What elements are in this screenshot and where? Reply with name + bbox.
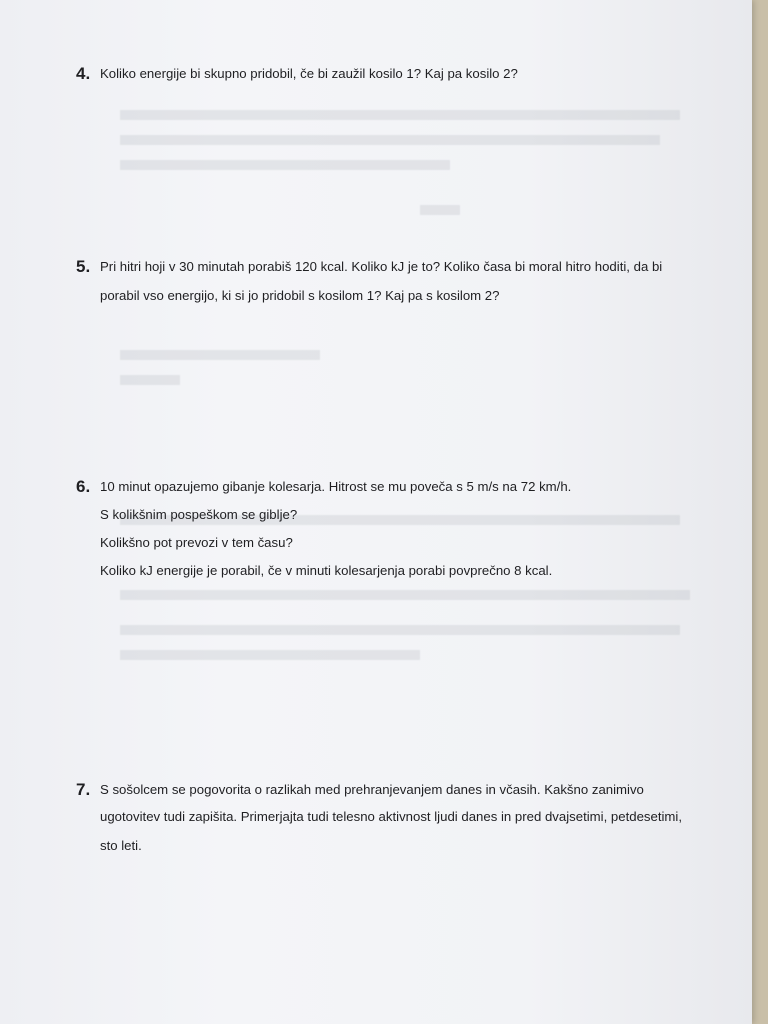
question-text-line: ugotovitev tudi zapišita. Primerjajta tudi telesno aktivnost ljudi danes in pred dvajsetimi, petdesetimi, <box>100 809 683 824</box>
question-text-line: 10 minut opazujemo gibanje kolesarja. Hitrost se mu poveča s 5 m/s na 72 km/h. <box>100 479 572 494</box>
bleed-through-mark <box>120 135 660 145</box>
question-text-line: Pri hitri hoji v 30 minutah porabiš 120 kcal. Koliko kJ je to? Koliko časa bi moral hitro hoditi, da bi <box>100 259 663 274</box>
bleed-through-mark <box>120 650 420 660</box>
question-text-line: Kolikšno pot prevozi v tem času? <box>100 535 293 550</box>
question-text-line: sto leti. <box>100 838 142 853</box>
question-number: 4. <box>76 64 91 83</box>
question-number: 7. <box>76 780 91 799</box>
question-text-line: Koliko kJ energije je porabil, če v minuti kolesarjenja porabi povprečno 8 kcal. <box>100 563 553 578</box>
bleed-through-mark <box>420 205 460 215</box>
bleed-through-mark <box>120 350 320 360</box>
question-number: 6. <box>76 477 91 496</box>
bleed-through-mark <box>120 590 690 600</box>
bleed-through-mark <box>120 110 680 120</box>
question-number: 5. <box>76 257 91 276</box>
question-text-line: porabil vso energijo, ki si jo pridobil s kosilom 1? Kaj pa s kosilom 2? <box>100 288 500 303</box>
question-text-line: S sošolcem se pogovorita o razlikah med prehranjevanjem danes in včasih. Kakšno zanimivo <box>100 782 644 797</box>
bleed-through-mark <box>120 160 450 170</box>
bleed-through-mark <box>120 375 180 385</box>
bleed-through-mark <box>120 625 680 635</box>
question-text-line: S kolikšnim pospeškom se giblje? <box>100 507 298 522</box>
question-text-line: Koliko energije bi skupno pridobil, če bi zaužil kosilo 1? Kaj pa kosilo 2? <box>100 66 518 81</box>
